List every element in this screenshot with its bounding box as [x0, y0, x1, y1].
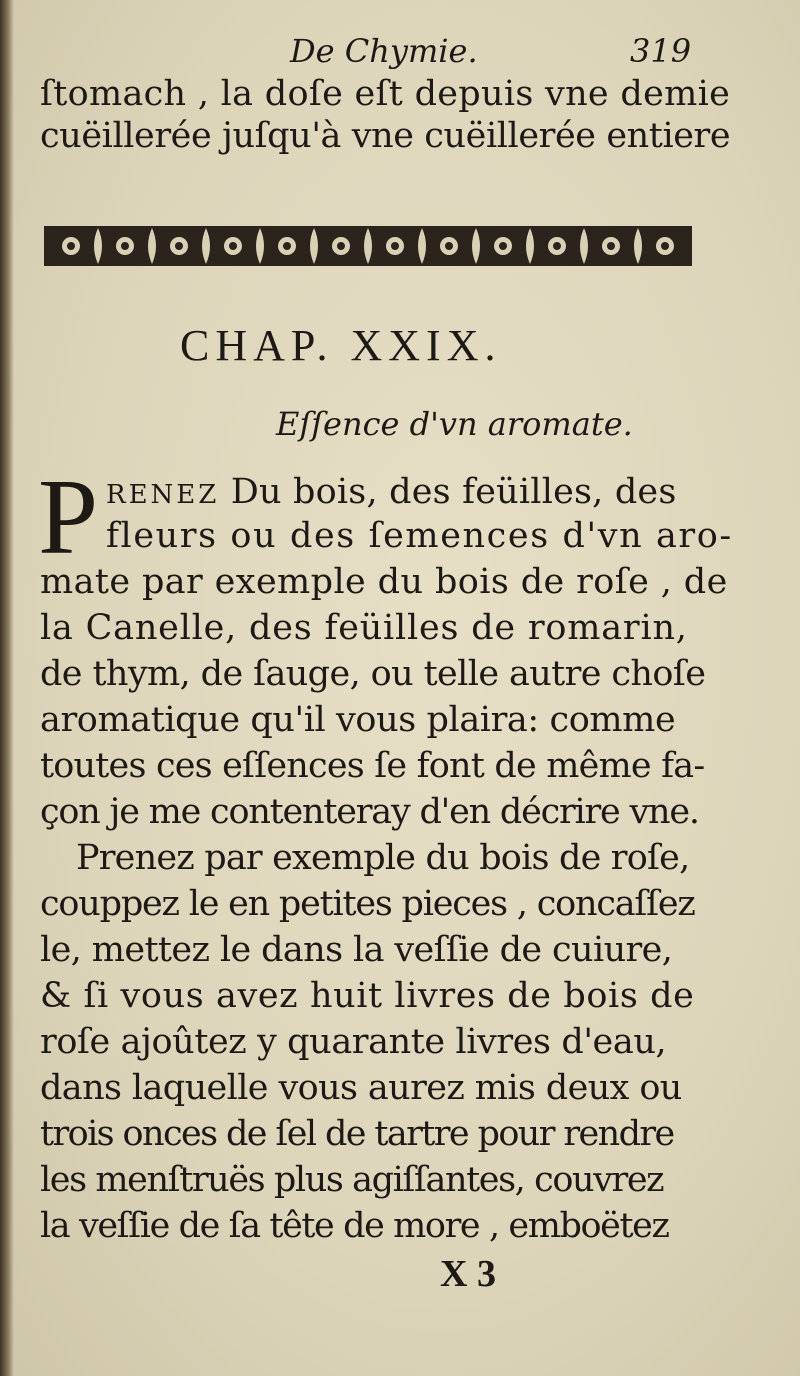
text-line: çon je me contenteray d'en décrire vne.: [40, 792, 699, 832]
text-line: cuëillerée juſqu'à vne cuëillerée entiere: [40, 116, 731, 156]
running-header: [0, 30, 800, 80]
text-line: le, mettez le dans la veſſie de cuiure,: [40, 930, 673, 970]
first-line-rest: Du bois, des feüilles, des: [230, 472, 677, 512]
opening-smallcaps-word: RENEZ: [106, 480, 220, 510]
text-line: la veſſie de ſa tête de more , emboëtez: [40, 1206, 669, 1246]
chapter-subtitle: Eſſence d'vn aromate.: [276, 405, 633, 443]
text-line: mate par exemple du bois de roſe , de: [40, 562, 728, 602]
text-line: de thym, de ſauge, ou telle autre choſe: [40, 654, 706, 694]
text-line: Prenez par exemple du bois de roſe,: [76, 838, 690, 878]
text-line: dans laquelle vous aurez mis deux ou: [40, 1068, 682, 1108]
page-footer: [0, 1232, 800, 1295]
decorative-fleuron-band: [44, 218, 692, 274]
text-line: trois onces de ſel de tartre pour rendre: [40, 1114, 674, 1154]
text-line: roſe ajoûtez y quarante livres d'eau,: [40, 1022, 667, 1062]
text-line: la Canelle, des feüilles de romarin,: [40, 608, 688, 648]
text-line: les menſtruës plus agiſſantes, couvrez: [40, 1160, 664, 1200]
running-title: De Chymie.: [290, 32, 478, 70]
text-line: & ſi vous avez huit livres de bois de: [40, 976, 695, 1016]
page-number: 319: [630, 32, 692, 70]
text-line: fleurs ou des ſemences d'vn aro-: [106, 516, 733, 556]
text-line: couppez le en petites pieces , concaſſez: [40, 884, 695, 924]
text-line: aromatique qu'il vous plaira: comme: [40, 700, 676, 740]
page-spine-shadow: [0, 0, 14, 1376]
drop-cap-initial: P: [38, 458, 99, 577]
text-line: toutes ces eſſences ſe font de même fa-: [40, 746, 705, 786]
chapter-heading: CHAP. XXIX.: [180, 321, 502, 370]
signature-mark: X 3: [440, 1253, 496, 1295]
first-text-line: [106, 472, 677, 515]
text-line: ſtomach , la doſe eſt depuis vne demie: [40, 74, 731, 114]
